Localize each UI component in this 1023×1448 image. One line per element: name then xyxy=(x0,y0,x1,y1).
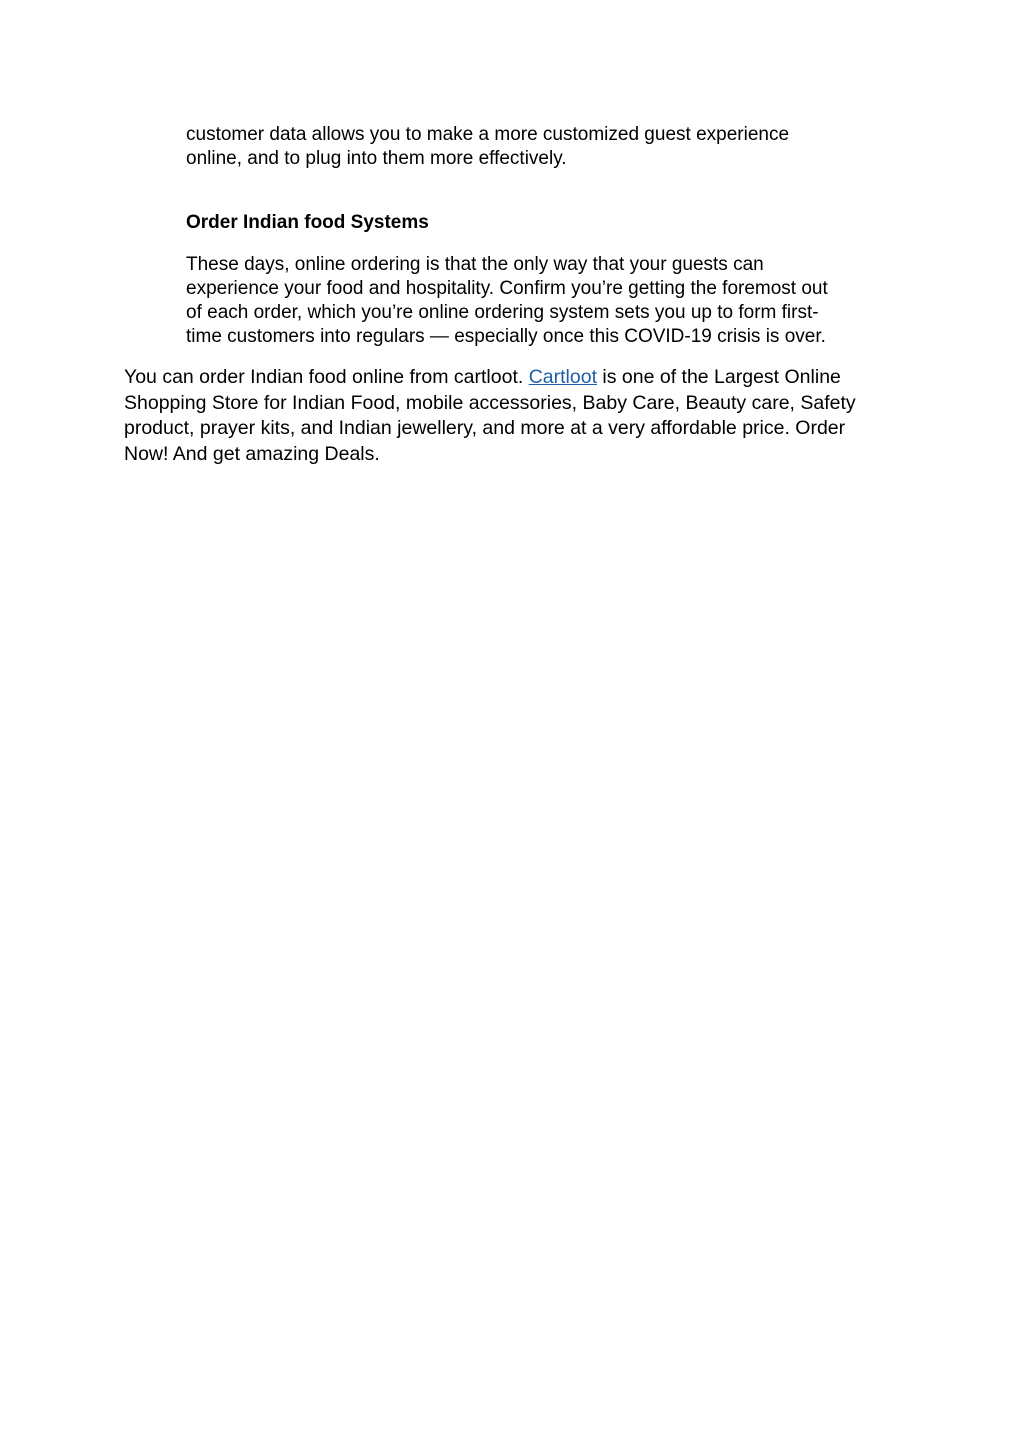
closing-line-2: Shopping Store for Indian Food, mobile accessories, Baby Care, Beauty care, Safety xyxy=(124,391,856,414)
intro-paragraph xyxy=(186,123,906,171)
closing-text-before-link: You can order Indian food online from cartloot. xyxy=(124,366,529,388)
section-line: experience your food and hospitality. Confirm you’re getting the foremost out xyxy=(186,278,828,299)
intro-line: online, and to plug into them more effectively. xyxy=(186,148,567,169)
closing-line-1 xyxy=(124,365,914,391)
closing-text-after-link: is one of the Largest Online xyxy=(596,366,841,388)
section-line: time customers into regulars — especially once this COVID-19 crisis is over. xyxy=(186,326,826,347)
cartloot-link[interactable]: Cartloot xyxy=(528,366,597,388)
section-line: These days, online ordering is that the only way that your guests can xyxy=(186,254,764,275)
intro-line: customer data allows you to make a more customized guest experience xyxy=(186,124,790,145)
section-heading: Order Indian food Systems xyxy=(186,212,429,233)
closing-line-4: Now! And get amazing Deals. xyxy=(124,442,380,465)
closing-line-3: product, prayer kits, and Indian jewellery, and more at a very affordable price. Order xyxy=(124,417,846,439)
closing-paragraph xyxy=(124,365,914,467)
section-paragraph xyxy=(186,253,906,349)
section-line: of each order, which you’re online ordering system sets you up to form first- xyxy=(186,302,819,323)
